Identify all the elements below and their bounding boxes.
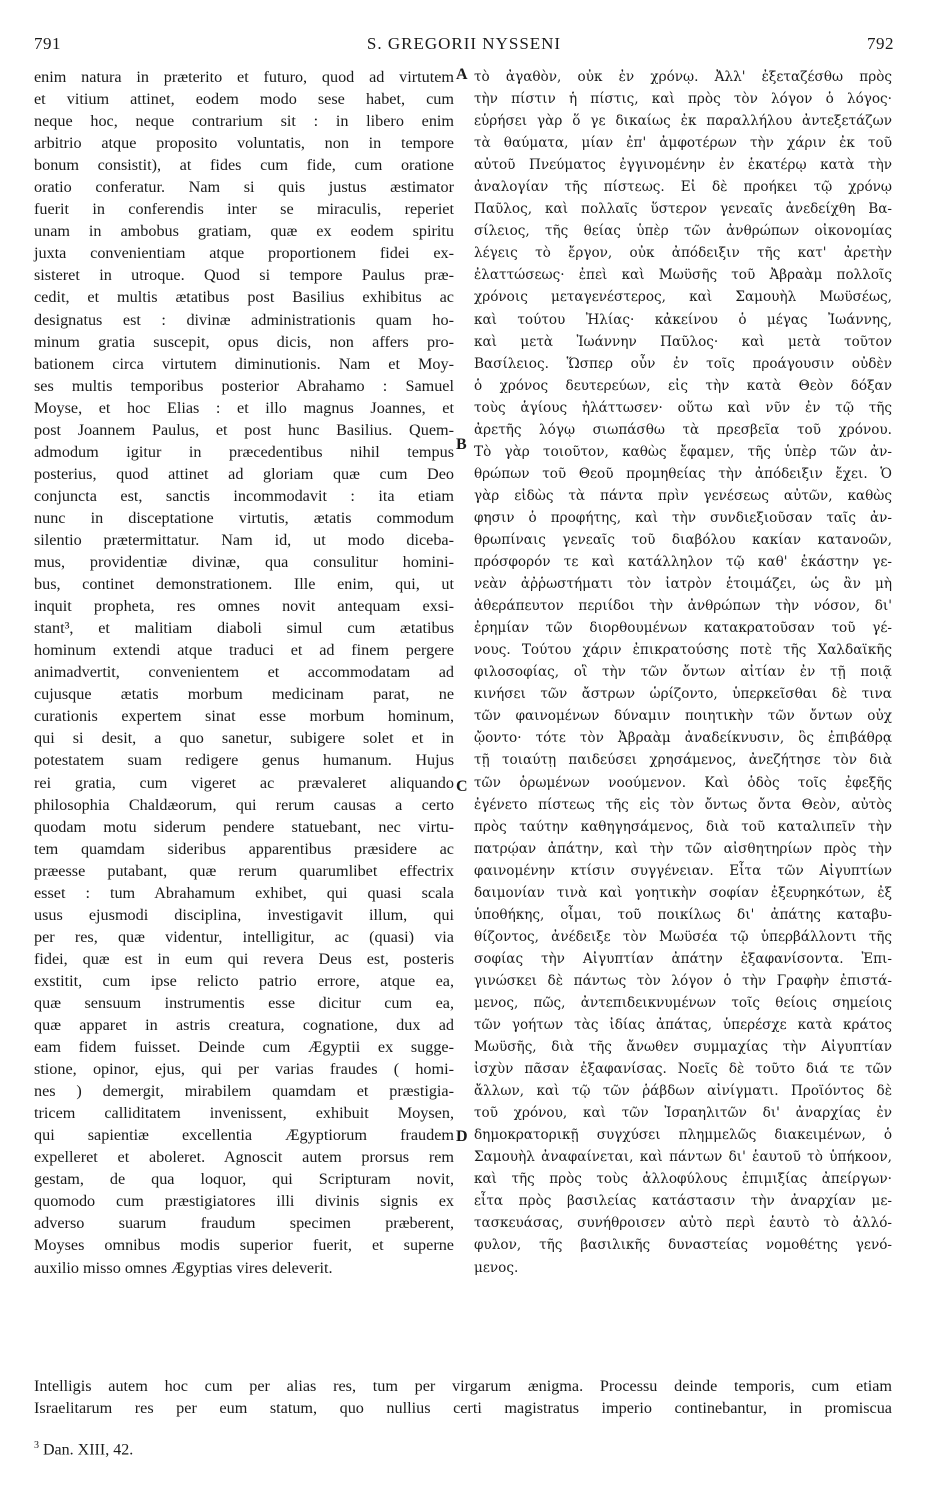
greek-line: καὶ μετὰ Ἰωάννην Παῦλος· καὶ μετὰ τοῦτον (474, 333, 892, 350)
greek-line: δαιμονίαν τινὰ καὶ γοητικὴν σοφίαν ἐξευρηκότων, ἐξ (474, 884, 892, 901)
greek-line: ἐλαττώσεως· ἐπεὶ καὶ Μωϋσῆς τοῦ Ἀβραὰμ πολλοῖς (474, 267, 892, 284)
latin-line: quomodo cum præstigiatores illi divinis signis ex (34, 1192, 454, 1211)
latin-line: unam in ambobus gratiam, quæ ex eodem spiritu (34, 222, 454, 241)
greek-line: ἀναλογίαν τῆς πίστεως. Εἰ δὲ προήκει τῷ χρόνῳ (474, 179, 892, 196)
latin-line: adverso suarum fraudum specimen præberent, (34, 1214, 454, 1233)
latin-line: neque hoc, neque contrarium sit : in libero enim (34, 112, 454, 131)
latin-line: et vitium attinet, eodem modo sese habet, cum (34, 90, 454, 109)
section-marker-b: B (456, 436, 467, 453)
greek-line: τὰ θαύματα, μίαν ἐπ' ἀμφοτέρων τὴν χάριν ἐκ τοῦ (474, 135, 892, 152)
latin-line: bationem circa virtutem diminutionis. Nam et Moy- (34, 354, 454, 373)
latin-line: nes ) demergit, mirabilem quamdam et præstigia- (34, 1082, 454, 1101)
greek-line: Τὸ γὰρ τοιοῦτον, καθὼς ἔφαμεν, τῆς ὑπὲρ τῶν ἀν- (474, 443, 892, 460)
latin-line: usus ejusmodi disciplina, investigavit illum, qui (34, 905, 454, 924)
latin-line: philosophia Chaldæorum, qui rerum causas a certo (34, 795, 454, 814)
footnote (34, 1440, 133, 1459)
latin-line: eam fidem fuisset. Deinde cum Ægyptii ex sugge- (34, 1038, 454, 1057)
latin-line: fidei, quæ est in eum qui revera Deus est, posteris (34, 949, 454, 968)
latin-line: conjuncta est, sanctis incommodavit : ita etiam (34, 486, 454, 505)
greek-line: μενος, πῶς, ἀντεπιδεικνυμένων τοῖς θείοις σημείοις (474, 994, 892, 1011)
latin-line: designatus est : divinæ administrationis quam ho- (34, 310, 454, 329)
greek-line: φαινομένην κτίσιν συγγένειαν. Εἶτα τῶν Αἰγυπτίων (474, 862, 892, 879)
latin-line: animadvertit, convenientem et accommodatam ad (34, 663, 454, 682)
greek-line: φησιν ὁ προφήτης, καὶ τὴν συνδιεξιοῦσαν ταῖς ἀν- (474, 509, 892, 526)
greek-line: ἰσχὺν πᾶσαν ἐξαφανίσας. Νοεῖς δὲ τοῦτο διά τε τῶν (474, 1061, 892, 1078)
greek-line: σοφίας τὴν Αἰγυπτίαν ἀπάτην ἐξαφανίσοντα. Ἐπι- (474, 950, 892, 967)
greek-line: τῶν γοήτων τὰς ἰδίας ἀπάτας, ὑπερέσχε κατὰ κράτος (474, 1017, 892, 1034)
greek-line: καὶ τούτου Ἠλίας· κἀκείνου ὁ μέγας Ἰωάννης, (474, 311, 892, 328)
latin-line: potestatem suam redigere genus humanum. Hujus (34, 751, 454, 770)
latin-line: expelleret et aboleret. Agnoscit autem prorsus rem (34, 1148, 454, 1167)
latin-line: tem quamdam sideribus apparentibus præsidere ac (34, 839, 454, 858)
latin-line: bonum consistit), at fides cum fide, cum oratione (34, 156, 454, 175)
latin-line: enim natura in præterito et futuro, quod ad virtutem (34, 68, 454, 86)
greek-line: χρόνοις μεταγενέστερος, καὶ Σαμουὴλ Μωϋσέως, (474, 289, 892, 306)
latin-line: tricem calliditatem invenissent, exhibuit Moysen, (34, 1104, 454, 1123)
greek-line: φιλοσοφίας, οἳ τὴν τῶν ὄντων αἰτίαν ἐν τῇ ποιᾷ (474, 664, 892, 681)
greek-line: ὑποθήκης, οἶμαι, τοῦ ποικίλως δι' ἀπάτης καταβυ- (474, 906, 892, 923)
page-header (34, 34, 894, 58)
greek-line: αὐτοῦ Πνεύματος ἐγγινομένην ἐν ἑκατέρῳ κατὰ τὴν (474, 157, 892, 174)
greek-line: τὸ ἀγαθὸν, οὐκ ἐν χρόνῳ. Ἀλλ' ἐξεταζέσθω πρὸς (474, 69, 892, 85)
greek-line: τασκευάσας, συνήθροισεν αὐτὸ περὶ ἑαυτὸ τὸ ἀλλό- (474, 1215, 892, 1232)
latin-line: præesse putabant, quæ rerum quarumlibet effectrix (34, 861, 454, 880)
latin-line: bus, continet demonstrationem. Ille enim, qui, ut (34, 575, 454, 594)
greek-line: κινήσει τῶν ἄστρων ὡρίζοντο, ὑπερκεῖσθαι δὲ τινα (474, 686, 892, 703)
latin-line: Moyse, et hoc Elias : et illo magnus Joannes, et (34, 398, 454, 417)
latin-line: juxta convenientiam atque proportionem fidei ex- (34, 244, 454, 263)
greek-line: τοῦ χρόνου, καὶ τῶν Ἰσραηλιτῶν δι' ἀναρχίας ἐν (474, 1105, 892, 1122)
latin-line: stione, opinor, ejus, qui per varias fraudes ( homi- (34, 1060, 454, 1079)
greek-line: θίζοντος, ἀνέδειξε τὸν Μωϋσέα τῷ ὑπερβάλλοντι τῆς (474, 928, 892, 945)
greek-line: Μωϋσῆς, διὰ τῆς ἄνωθεν συμμαχίας τὴν Αἰγυπτίαν (474, 1039, 892, 1056)
greek-line: τὴν πίστιν ἡ πίστις, καὶ πρὸς τὸν λόγον ὁ λόγος· (474, 91, 892, 108)
greek-line: θρώπων τοῦ Θεοῦ προμηθείας τὴν ἀπόδειξιν ἔχει. Ὁ (474, 465, 892, 482)
latin-line: silentio prætermittatur. Nam id, ut modo diceba- (34, 530, 454, 549)
section-marker-a: A (456, 66, 468, 83)
latin-line: arbitrio atque proposito voluntatis, non in tempore (34, 134, 454, 153)
page-number-left: 791 (34, 34, 61, 53)
latin-line: cedit, et multis ætatibus post Basilius exhibitus ac (34, 288, 454, 307)
greek-column (474, 66, 892, 1279)
bottom-text (34, 1375, 892, 1419)
greek-line: γινώσκει δὲ πάντως τὸν λόγον ὁ τὴν Γραφὴν ἐπιστά- (474, 972, 892, 989)
latin-line: stant³, et malitiam diaboli simul cum ætatibus (34, 619, 454, 638)
latin-line: exstitit, cum ipse relicto patrio errore, atque ea, (34, 971, 454, 990)
latin-line: post Joannem Paulus, et post hunc Basilius. Quem- (34, 420, 454, 439)
latin-column (34, 66, 454, 1279)
latin-line: minum gratia suscepit, opus dicis, non affers pro- (34, 332, 454, 351)
latin-line: hominum extendi atque traduci et ad finem pergere (34, 641, 454, 660)
latin-line: posterius, quod attinet ad gloriam quæ cum Deo (34, 464, 454, 483)
greek-line: θρωπίναις γενεαῖς τοῦ διαβόλου κακίαν κατανοῶν, (474, 531, 892, 548)
latin-line: nunc in disceptatione virtutis, ætatis commodum (34, 508, 454, 527)
greek-line: πρὸς ταύτην καθηγησάμενος, διὰ τοῦ καταλιπεῖν τὴν (474, 818, 892, 835)
greek-line: λέγεις τὸ ἔργον, οὐκ ἀπόδειξιν τῆς κατ' ἀρετὴν (474, 245, 892, 262)
greek-line: ἐγένετο πίστεως τῆς εἰς τὸν ὄντως ὄντα Θεὸν, αὐτὸς (474, 796, 892, 813)
latin-line: gestam, de qua loquor, qui Scripturam novit, (34, 1170, 454, 1189)
greek-line: ὁ χρόνος δευτερεύων, εἰς τὴν κατὰ Θεὸν δόξαν (474, 377, 892, 394)
latin-line: sisteret in utroque. Quod si tempore Paulus præ- (34, 266, 454, 285)
latin-line: qui sapientiæ excellentia Ægyptiorum fraudem (34, 1126, 454, 1145)
greek-line: Σαμουὴλ ἀναφαίνεται, καὶ πάντων δι' ἑαυτοῦ τὸ ὑπήκοον, (474, 1149, 892, 1166)
greek-line: εἶτα πρὸς βασιλείας κατάστασιν τὴν ἀναρχίαν με- (474, 1193, 892, 1210)
footnote-text: Dan. XIII, 42. (43, 1441, 134, 1459)
latin-line: Moyses omnibus modis superior fuerit, et superne (34, 1236, 454, 1255)
latin-line: oratio conferatur. Nam si quis justus æstimator (34, 178, 454, 197)
latin-line: rei gratia, cum vigeret ac prævaleret aliquando (34, 773, 454, 792)
latin-line: quæ sensuum instrumentis esse dicitur cum ea, (34, 993, 454, 1012)
bottom-line: Israelitarum res per eum statum, quo nullius certi magistratus imperio continebantur, in promiscua (34, 1399, 892, 1418)
greek-line: νεὰν ἀῤῥωστήματι τὸν ἰατρὸν ἑτοιμάζει, ὡς ἂν μὴ (474, 576, 892, 593)
latin-line: qui si desit, a quo sanetur, subigere solet et in (34, 729, 454, 748)
greek-line: εὑρήσει γὰρ ὅ γε δικαίως ἐκ παραλλήλου ἀντεξετάζων (474, 113, 892, 130)
greek-line: ἄλλων, καὶ τῷ τῶν ῥάβδων αἰνίγματι. Προϊόντος δὲ (474, 1083, 892, 1100)
latin-line: auxilio misso omnes Ægyptias vires deleverit. (34, 1258, 333, 1277)
greek-line: σίλειος, τῆς θείας ὑπὲρ τῶν ἀνθρώπων οἰκονομίας (474, 223, 892, 240)
greek-line: ἀθεράπευτον περιίδοι τὴν ἀνθρώπων τὴν νόσον, δι' (474, 598, 892, 615)
latin-line: curationis expertem sinat esse morbum hominum, (34, 707, 454, 726)
latin-line: admodum igitur in præcedentibus nihil tempus (34, 442, 454, 461)
section-marker-c: C (456, 778, 468, 795)
latin-line: quodam motu siderum pendere statuebant, nec virtu- (34, 817, 454, 836)
greek-line: τῶν ὁρωμένων νοούμενον. Καὶ ὁδὸς τοῖς ἐφεξῆς (474, 774, 892, 791)
section-marker-d: D (456, 1128, 468, 1145)
greek-line: νους. Τούτου χάριν ἐπικρατούσης ποτὲ τῆς Χαλδαϊκῆς (474, 642, 892, 659)
bottom-line: Intelligis autem hoc cum per alias res, tum per virgarum ænigma. Processu deinde temporis, cum etiam (34, 1377, 892, 1395)
greek-line: ἀρετῆς λόγῳ σιωπάσθω τὰ πρεσβεῖα τοῦ χρόνου. (474, 421, 892, 438)
latin-line: ses multis temporibus posterior Abrahamo : Samuel (34, 376, 454, 395)
greek-line: μενος. (474, 1259, 519, 1276)
page-number-right: 792 (867, 34, 894, 53)
greek-line: Παῦλος, καὶ πολλαῖς ὕστερον γενεαῖς ἀνεδείχθη Βα- (474, 201, 892, 218)
latin-line: mus, providentiæ divinæ, qua consulitur homini- (34, 553, 454, 572)
latin-line: quæ apparet in astris creatura, cognatione, dux ad (34, 1016, 454, 1035)
greek-line: τοὺς ἁγίους ἠλάττωσεν· οὕτω καὶ νῦν ἐν τῷ τῆς (474, 399, 892, 416)
greek-line: καὶ τῆς πρὸς τοὺς ἀλλοφύλους ἐπιμιξίας ἀπείργων· (474, 1171, 892, 1188)
latin-line: inquit propheta, res omnes novit antequam exsi- (34, 597, 454, 616)
greek-line: Βασίλειος. Ὥσπερ οὖν ἐν τοῖς προάγουσιν οὐδὲν (474, 355, 892, 372)
greek-line: τῇ τοιαύτῃ παιδεύσει χρησάμενος, ἀνεζήτησε τὸν διὰ (474, 752, 892, 769)
greek-line: δημοκρατορικῇ συγχύσει πλημμελῶς διακειμένων, ὁ (474, 1127, 892, 1144)
greek-line: ἐρημίαν τῶν διορθουμένων κατακρατοῦσαν τοῦ γέ- (474, 620, 892, 637)
latin-line: esset : tum Abrahamum exhibet, qui quasi scala (34, 883, 454, 902)
greek-line: γὰρ εἰδὼς τὰ πάντα πρὶν γενέσεως αὐτῶν, καθὼς (474, 487, 892, 504)
greek-line: ᾤοντο· τότε τὸν Ἀβραὰμ ἀναδείκνυσιν, ὃς ἐπιβάθρᾳ (474, 730, 892, 747)
greek-line: πρόσφορόν τε καὶ κατάλληλον τῷ καθ' ἑκάστην γε- (474, 554, 892, 571)
latin-line: cujusque ætatis morbum medicinam parat, ne (34, 685, 454, 704)
footnote-mark: 3 (34, 1440, 39, 1451)
running-title: S. GREGORII NYSSENI (366, 34, 562, 53)
latin-line: per res, quæ videntur, intelligitur, ac (quasi) via (34, 927, 454, 946)
greek-line: πατρῴαν ἀπάτην, καὶ τὴν τῶν αἰσθητηρίων πρὸς τὴν (474, 840, 892, 857)
latin-line: fuerit in conferendis inter se miraculis, reperiet (34, 200, 454, 219)
greek-line: τῶν φαινομένων δύναμιν ποιητικὴν τῶν ὄντων οὐχ (474, 708, 892, 725)
greek-line: φυλον, τῆς βασιλικῆς δυναστείας νομοθέτης γενό- (474, 1237, 892, 1254)
